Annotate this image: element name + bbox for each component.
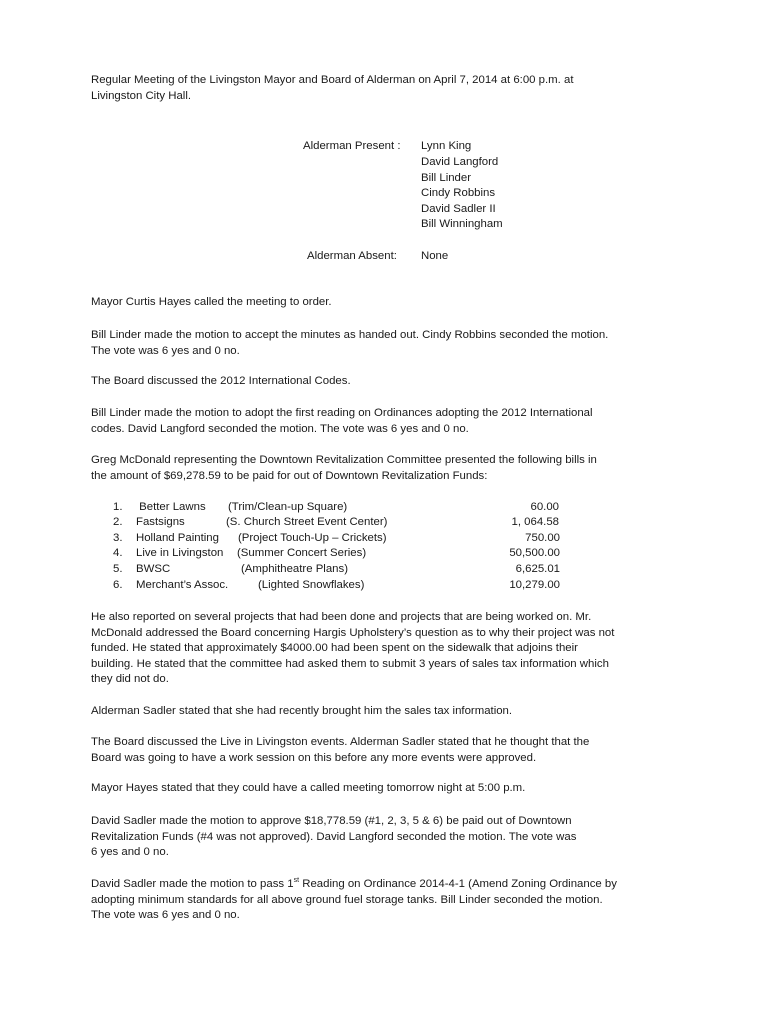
bill-description: (S. Church Street Event Center) [226, 516, 388, 528]
present-name: David Langford [421, 156, 499, 168]
bill-payee: Fastsigns [136, 516, 185, 528]
paragraph-line: 6 yes and 0 no. [91, 846, 169, 859]
paragraph-line: building. He stated that the committee had asked them to submit 3 years of sales tax information which [91, 657, 609, 670]
bill-description: (Summer Concert Series) [237, 547, 367, 559]
paragraph-line: they did not do. [91, 673, 169, 686]
paragraph-line: codes. David Langford seconded the motion. The vote was 6 yes and 0 no. [91, 422, 469, 435]
paragraph-line: The Board discussed the Live in Livingston events. Alderman Sadler stated that he thought that the [91, 736, 590, 748]
bill-number: 5. [113, 563, 123, 575]
bill-amount: 60.00 [530, 501, 559, 513]
paragraph-line: The Board discussed the 2012 International Codes. [91, 375, 351, 387]
paragraph-line: He also reported on several projects that had been done and projects that are being worked on. Mr. [91, 611, 592, 623]
paragraph-line: David Sadler made the motion to approve $18,778.59 (#1, 2, 3, 5 & 6) be paid out of Downtown [91, 815, 572, 827]
paragraph-events [91, 735, 691, 766]
bill-description: (Trim/Clean-up Square) [228, 501, 348, 513]
paragraph-zoning-motion [91, 877, 691, 924]
paragraph-line: adopting minimum standards for all above ground fuel storage tanks. Bill Linder seconded the motion. [91, 893, 603, 906]
paragraph-line: Revitalization Funds (#4 was not approved). David Langford seconded the motion. The vote was [91, 830, 577, 843]
paragraph-minutes [91, 328, 691, 359]
bill-number: 2. [113, 516, 123, 528]
bill-number: 4. [113, 547, 123, 559]
paragraph-line: Alderman Sadler stated that she had recently brought him the sales tax information. [91, 705, 513, 717]
bill-amount: 750.00 [525, 532, 560, 544]
present-name: Cindy Robbins [421, 187, 496, 199]
paragraph-line: funded. He stated that approximately $4000.00 had been spent on the sidewalk that adjoins their [91, 642, 578, 655]
paragraph-line: The vote was 6 yes and 0 no. [91, 344, 240, 357]
present-name: Bill Winningham [421, 218, 503, 230]
paragraph-line: Greg McDonald representing the Downtown Revitalization Committee presented the following bills in [91, 454, 597, 466]
meeting-header [91, 73, 691, 104]
paragraph-line: Bill Linder made the motion to accept the minutes as handed out. Cindy Robbins seconded the motion. [91, 329, 609, 341]
bill-description: (Lighted Snowflakes) [258, 579, 365, 591]
text-run: Reading on Ordinance 2014-4-1 (Amend Zoning Ordinance by [299, 878, 617, 890]
paragraph-line [91, 877, 691, 893]
paragraph-line: Mayor Curtis Hayes called the meeting to order. [91, 296, 332, 308]
paragraph-called-meeting [91, 781, 691, 797]
bill-number: 6. [113, 579, 123, 591]
bill-payee: Better Lawns [136, 501, 206, 513]
text-run: David Sadler made the motion to pass 1 [91, 878, 294, 890]
bill-item [113, 515, 573, 531]
paragraph-line: The vote was 6 yes and 0 no. [91, 909, 240, 922]
bill-description: (Project Touch-Up – Crickets) [238, 532, 387, 544]
bill-payee: BWSC [136, 563, 171, 575]
absent-value: None [421, 250, 449, 262]
bill-payee: Live in Livingston [136, 547, 224, 559]
present-label: Alderman Present : [303, 140, 401, 152]
header-line: Regular Meeting of the Livingston Mayor and Board of Alderman on April 7, 2014 at 6:00 p.m. at [91, 74, 574, 86]
paragraph-codes [91, 374, 691, 390]
paragraph-line: Mayor Hayes stated that they could have a called meeting tomorrow night at 5:00 p.m. [91, 782, 526, 794]
paragraph-bills-intro [91, 453, 691, 484]
bill-number: 1. [113, 501, 123, 513]
bill-number: 3. [113, 532, 123, 544]
present-name: David Sadler II [421, 203, 496, 215]
paragraph-line: Board was going to have a work session on this before any more events were approved. [91, 751, 537, 764]
bill-item [113, 546, 573, 562]
bill-item [113, 531, 573, 547]
bill-amount: 6,625.01 [515, 563, 560, 575]
paragraph-call-to-order [91, 295, 691, 311]
bill-item [113, 562, 573, 578]
bill-item [113, 500, 573, 516]
paragraph-projects [91, 610, 691, 688]
absent-label: Alderman Absent: [307, 250, 397, 262]
paragraph-line: Bill Linder made the motion to adopt the first reading on Ordinances adopting the 2012 International [91, 407, 593, 419]
bill-description: (Amphitheatre Plans) [241, 563, 348, 575]
paragraph-line: McDonald addressed the Board concerning Hargis Upholstery’s question as to why their project was not [91, 626, 615, 639]
paragraph-first-reading [91, 406, 691, 437]
header-line: Livingston City Hall. [91, 89, 192, 102]
bill-payee: Holland Painting [136, 532, 219, 544]
present-name: Lynn King [421, 140, 472, 152]
paragraph-line: the amount of $69,278.59 to be paid for out of Downtown Revitalization Funds: [91, 469, 488, 482]
bill-payee: Merchant’s Assoc. [136, 579, 229, 591]
bill-item [113, 578, 573, 594]
paragraph-approve-motion [91, 814, 691, 861]
present-name: Bill Linder [421, 172, 472, 184]
paragraph-sadler-tax [91, 704, 691, 720]
bill-amount: 1, 064.58 [511, 516, 559, 528]
ordinal-suffix: st [293, 877, 300, 885]
bill-amount: 50,500.00 [509, 547, 560, 559]
bill-amount: 10,279.00 [509, 579, 560, 591]
